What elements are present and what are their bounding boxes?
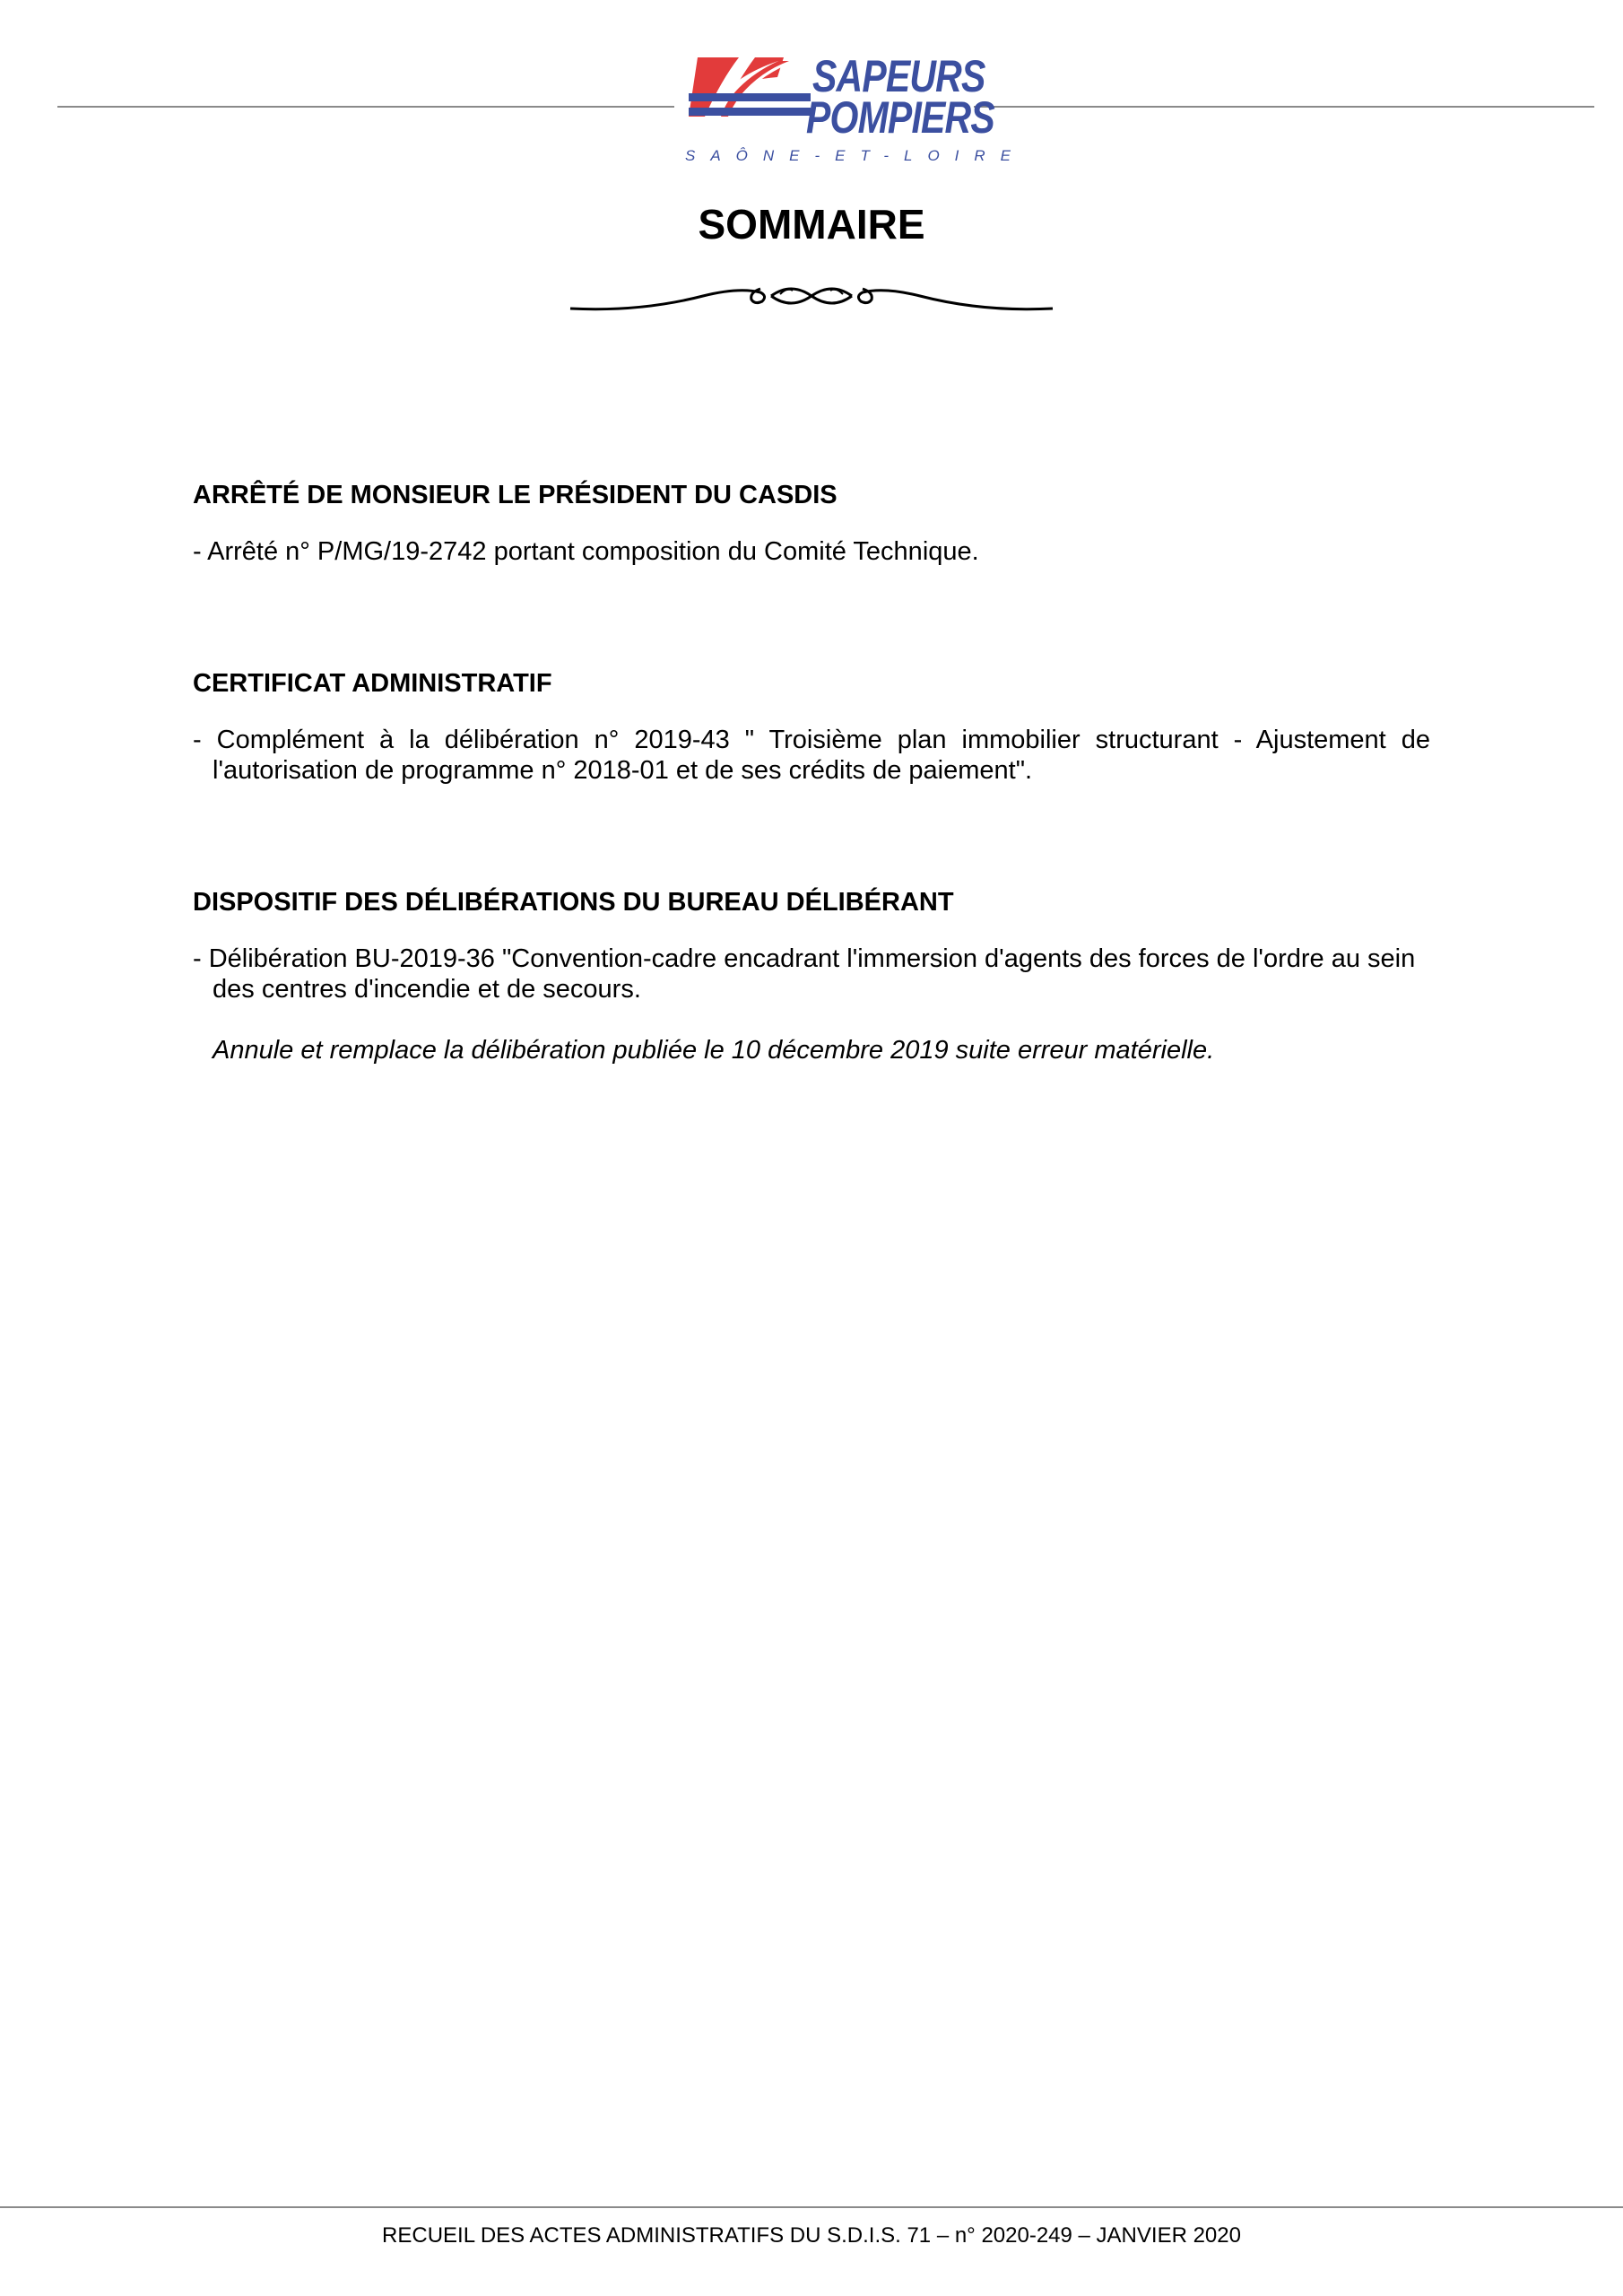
section-note: Annule et remplace la délibération publiée le 10 décembre 2019 suite erreur matérielle. — [213, 1036, 1215, 1065]
section-deliberations — [193, 883, 1430, 1065]
section-heading: ARRÊTÉ DE MONSIEUR LE PRÉSIDENT DU CASDIS — [193, 481, 838, 509]
list-item: - Arrêté n° P/MG/19-2742 portant composition du Comité Technique. — [193, 537, 979, 566]
header-rule-right — [974, 106, 1594, 108]
logo-subtitle: SAÔNE-ET-LOIRE — [685, 147, 1027, 164]
flame-stripes-logo-icon — [685, 52, 811, 142]
logo-word-pompiers: POMPIERS — [806, 92, 994, 143]
sapeurs-pompiers-logo — [685, 51, 1027, 169]
header-rule-left — [57, 106, 674, 108]
footer-rule — [0, 2206, 1623, 2208]
section-heading: DISPOSITIF DES DÉLIBÉRATIONS DU BUREAU DÉLIBÉRANT — [193, 888, 954, 917]
list-item: - Complément à la délibération n° 2019-43 " Troisième plan immobilier structurant - Ajustement de l'autorisation de programme n° 2018-01 et de ses crédits de paiement". — [193, 726, 1430, 785]
footer-text: RECUEIL DES ACTES ADMINISTRATIFS DU S.D.I.S. 71 – n° 2020-249 – JANVIER 2020 — [382, 2223, 1241, 2248]
logo-word-sapeurs: SAPEURS — [812, 51, 985, 101]
section-arrete — [193, 475, 1430, 567]
ornamental-flourish-icon — [568, 276, 1055, 319]
section-certificat — [193, 664, 1430, 786]
list-item: - Délibération BU-2019-36 "Convention-cadre encadrant l'immersion d'agents des forces de l'ordre au sein des centres d'incendie et de secours. — [193, 944, 1416, 1004]
page-title: SOMMAIRE — [698, 201, 925, 248]
section-heading: CERTIFICAT ADMINISTRATIF — [193, 669, 552, 698]
